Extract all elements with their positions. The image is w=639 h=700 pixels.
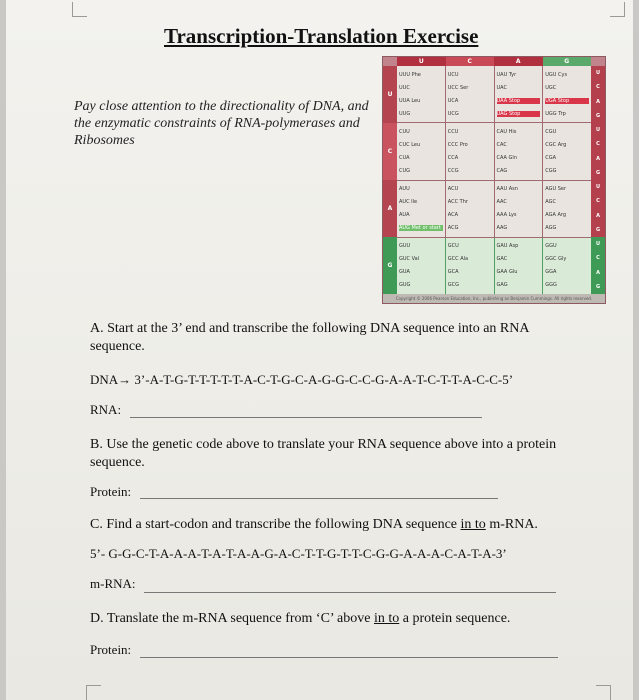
codon-grid xyxy=(397,66,591,294)
worksheet-page xyxy=(6,0,633,700)
codon-entry: CCC Pro xyxy=(447,141,468,148)
codon-entry: AGG xyxy=(545,225,557,232)
codon-entry: UCG xyxy=(447,110,459,117)
protein-label-b: Protein: xyxy=(90,484,132,499)
rna-label: RNA: xyxy=(90,402,122,417)
codon-cell xyxy=(543,123,591,179)
codon-entry: UCA xyxy=(447,97,459,104)
protein-answer-line-d[interactable] xyxy=(140,657,558,658)
codon-cell xyxy=(543,238,591,294)
codon-entry: CCG xyxy=(447,167,459,174)
codon-cell xyxy=(495,181,543,237)
codon-entry: GCU xyxy=(447,243,459,250)
codon-entry: AAU Asn xyxy=(496,186,518,193)
codon-cell xyxy=(543,66,591,122)
codon-entry: UUA Leu xyxy=(399,97,421,104)
question-c-text: C. Find a start-codon and transcribe the following DNA sequence xyxy=(90,517,461,532)
codon-cell xyxy=(495,238,543,294)
third-base-label: A xyxy=(596,269,600,276)
codon-entry: ACA xyxy=(447,212,458,219)
corner-mark xyxy=(610,2,625,17)
third-base-label: U xyxy=(595,184,601,191)
codon-entry: GAC xyxy=(496,256,508,263)
codon-entry: CAC xyxy=(496,141,507,148)
header-first-base: G xyxy=(383,237,397,294)
codon-cell xyxy=(495,66,543,122)
codon-entry: CCA xyxy=(447,154,459,161)
codon-entry: CGA xyxy=(545,154,557,161)
codon-entry: CUU xyxy=(399,128,410,135)
codon-entry: AGA Arg xyxy=(545,212,567,219)
genetic-code-table xyxy=(382,56,606,304)
codon-entry: ACG xyxy=(447,225,459,232)
third-base-group xyxy=(591,123,605,180)
corner-mark xyxy=(72,2,87,17)
protein-label-d: Protein: xyxy=(90,642,132,657)
question-c-into: in to xyxy=(460,517,486,532)
dna-sequence-c: 5’- G-G-C-T-A-A-A-T-A-T-A-A-G-A-C-T-T-G-T-T-C-G-G-A-A-A-C-A-T-A-3’ xyxy=(90,546,507,561)
codon-entry: UUG xyxy=(399,110,411,117)
third-base-label: A xyxy=(596,212,600,219)
first-base-header xyxy=(383,66,397,294)
codon-entry: UAA Stop xyxy=(497,98,541,104)
codon-entry: CGG xyxy=(545,167,557,174)
third-base-label: A xyxy=(596,98,600,105)
codon-entry: GCC Ala xyxy=(447,256,469,263)
codon-entry: UGU Cys xyxy=(545,71,568,78)
codon-entry: GCG xyxy=(447,282,459,289)
mrna-answer-line[interactable] xyxy=(144,592,556,593)
third-base-label: U xyxy=(595,70,601,77)
codon-entry: UAC xyxy=(496,84,507,91)
codon-entry: GUU xyxy=(399,243,411,250)
question-d xyxy=(90,610,570,628)
codon-entry: UAU Tyr xyxy=(496,71,517,78)
codon-entry: GGC Gly xyxy=(545,256,567,263)
codon-entry: UGC xyxy=(545,84,557,91)
codon-cell xyxy=(397,181,445,237)
question-d-end: a protein sequence. xyxy=(399,611,511,626)
codon-entry: UGA Stop xyxy=(545,98,589,104)
codon-entry: ACC Thr xyxy=(447,199,468,206)
codon-cell xyxy=(446,66,494,122)
codon-cell xyxy=(397,238,445,294)
third-base-label: A xyxy=(596,155,600,162)
codon-cell xyxy=(446,181,494,237)
third-base-label: U xyxy=(595,241,601,248)
rna-answer-line[interactable] xyxy=(130,417,482,418)
third-base-group xyxy=(591,237,605,294)
codon-entry: GAU Asp xyxy=(496,243,519,250)
third-base-label: G xyxy=(595,169,601,176)
codon-entry: ACU xyxy=(447,186,459,193)
codon-cell xyxy=(495,123,543,179)
codon-entry: CUA xyxy=(399,154,410,161)
question-c-end: m-RNA. xyxy=(485,517,538,532)
corner-mark xyxy=(86,685,101,700)
codon-cell xyxy=(397,123,445,179)
third-base-label: G xyxy=(595,283,601,290)
header-first-base: C xyxy=(383,123,397,180)
codon-entry: AAA Lys xyxy=(496,212,517,219)
header-first-base: U xyxy=(383,66,397,123)
question-d-into: in to xyxy=(373,611,400,626)
codon-entry: CUG xyxy=(399,167,411,174)
codon-row xyxy=(397,238,591,294)
mrna-label: m-RNA: xyxy=(90,576,136,591)
codon-entry: AGC xyxy=(545,199,556,206)
third-base-label: G xyxy=(595,226,601,233)
codon-entry: UAG Stop xyxy=(497,111,541,117)
codon-entry: UUC xyxy=(399,84,410,91)
question-b: B. Use the genetic code above to translate your RNA sequence above into a protein sequence. xyxy=(90,437,557,470)
codon-entry: CCU xyxy=(447,128,459,135)
copyright-footer: Copyright © 2006 Pearson Education, Inc., publishing as Benjamin Cummings. All rights reserved. xyxy=(383,294,605,303)
header-first-base: A xyxy=(383,180,397,237)
dna-sequence-a: DNA→ 3’-A-T-G-T-T-T-T-T-A-C-T-G-C-A-G-G-C-C-G-A-A-T-C-T-T-A-C-C-5’ xyxy=(90,372,514,387)
codon-entry: UCU xyxy=(447,71,459,78)
codon-entry: CUC Leu xyxy=(399,141,421,148)
codon-row xyxy=(397,66,591,122)
codon-entry: AUC Ile xyxy=(399,199,418,206)
codon-entry: GGG xyxy=(545,282,557,289)
codon-entry: UUU Phe xyxy=(399,71,421,78)
codon-entry: GAG xyxy=(496,282,508,289)
third-base-label: U xyxy=(595,127,601,134)
codon-entry: UCC Ser xyxy=(447,84,469,91)
codon-entry: CGC Arg xyxy=(545,141,567,148)
codon-entry: AAG xyxy=(496,225,508,232)
codon-entry: GUA xyxy=(399,269,410,276)
codon-entry: GCA xyxy=(447,269,459,276)
codon-entry: AUG Met or start xyxy=(399,225,441,232)
third-base-label: C xyxy=(596,84,600,91)
third-base-label: C xyxy=(596,255,600,262)
header-second-base: C xyxy=(446,57,495,66)
codon-entry: GUC Val xyxy=(399,256,420,263)
codon-entry: AAC xyxy=(496,199,507,206)
codon-entry: AUA xyxy=(399,212,410,219)
codon-cell xyxy=(446,123,494,179)
question-d-text: D. Translate the m-RNA sequence from ‘C’ above xyxy=(90,611,374,626)
codon-entry: CGU xyxy=(545,128,557,135)
codon-entry: AUU xyxy=(399,186,410,193)
header-second-base: G xyxy=(543,57,592,66)
third-base-header xyxy=(591,66,605,294)
third-base-group xyxy=(591,180,605,237)
protein-answer-line-b[interactable] xyxy=(140,498,498,499)
codon-cell xyxy=(397,66,445,122)
codon-entry: CAG xyxy=(496,167,508,174)
page-title: Transcription-Translation Exercise xyxy=(164,24,479,48)
question-c xyxy=(90,516,570,534)
codon-entry: CAA Gln xyxy=(496,154,517,161)
codon-cell xyxy=(446,238,494,294)
codon-entry: AGU Ser xyxy=(545,186,567,193)
second-base-header xyxy=(397,57,591,66)
codon-row xyxy=(397,181,591,237)
corner-mark xyxy=(596,685,611,700)
codon-row xyxy=(397,123,591,179)
codon-entry: GGU xyxy=(545,243,557,250)
third-base-label: C xyxy=(596,198,600,205)
codon-cell xyxy=(543,181,591,237)
third-base-label: C xyxy=(596,141,600,148)
header-second-base: U xyxy=(397,57,446,66)
codon-entry: CAU His xyxy=(496,128,517,135)
instruction-note: Pay close attention to the directionality of DNA, and the enzymatic constraints of RNA-polymerases and Ribosomes xyxy=(74,99,369,148)
codon-entry: UGG Trp xyxy=(545,110,566,117)
header-second-base: A xyxy=(494,57,543,66)
third-base-group xyxy=(591,66,605,123)
codon-entry: GUG xyxy=(399,282,411,289)
question-a: A. Start at the 3’ end and transcribe the following DNA sequence into an RNA sequence. xyxy=(90,321,529,354)
codon-entry: GAA Glu xyxy=(496,269,518,276)
codon-entry: GGA xyxy=(545,269,557,276)
third-base-label: G xyxy=(595,112,601,119)
